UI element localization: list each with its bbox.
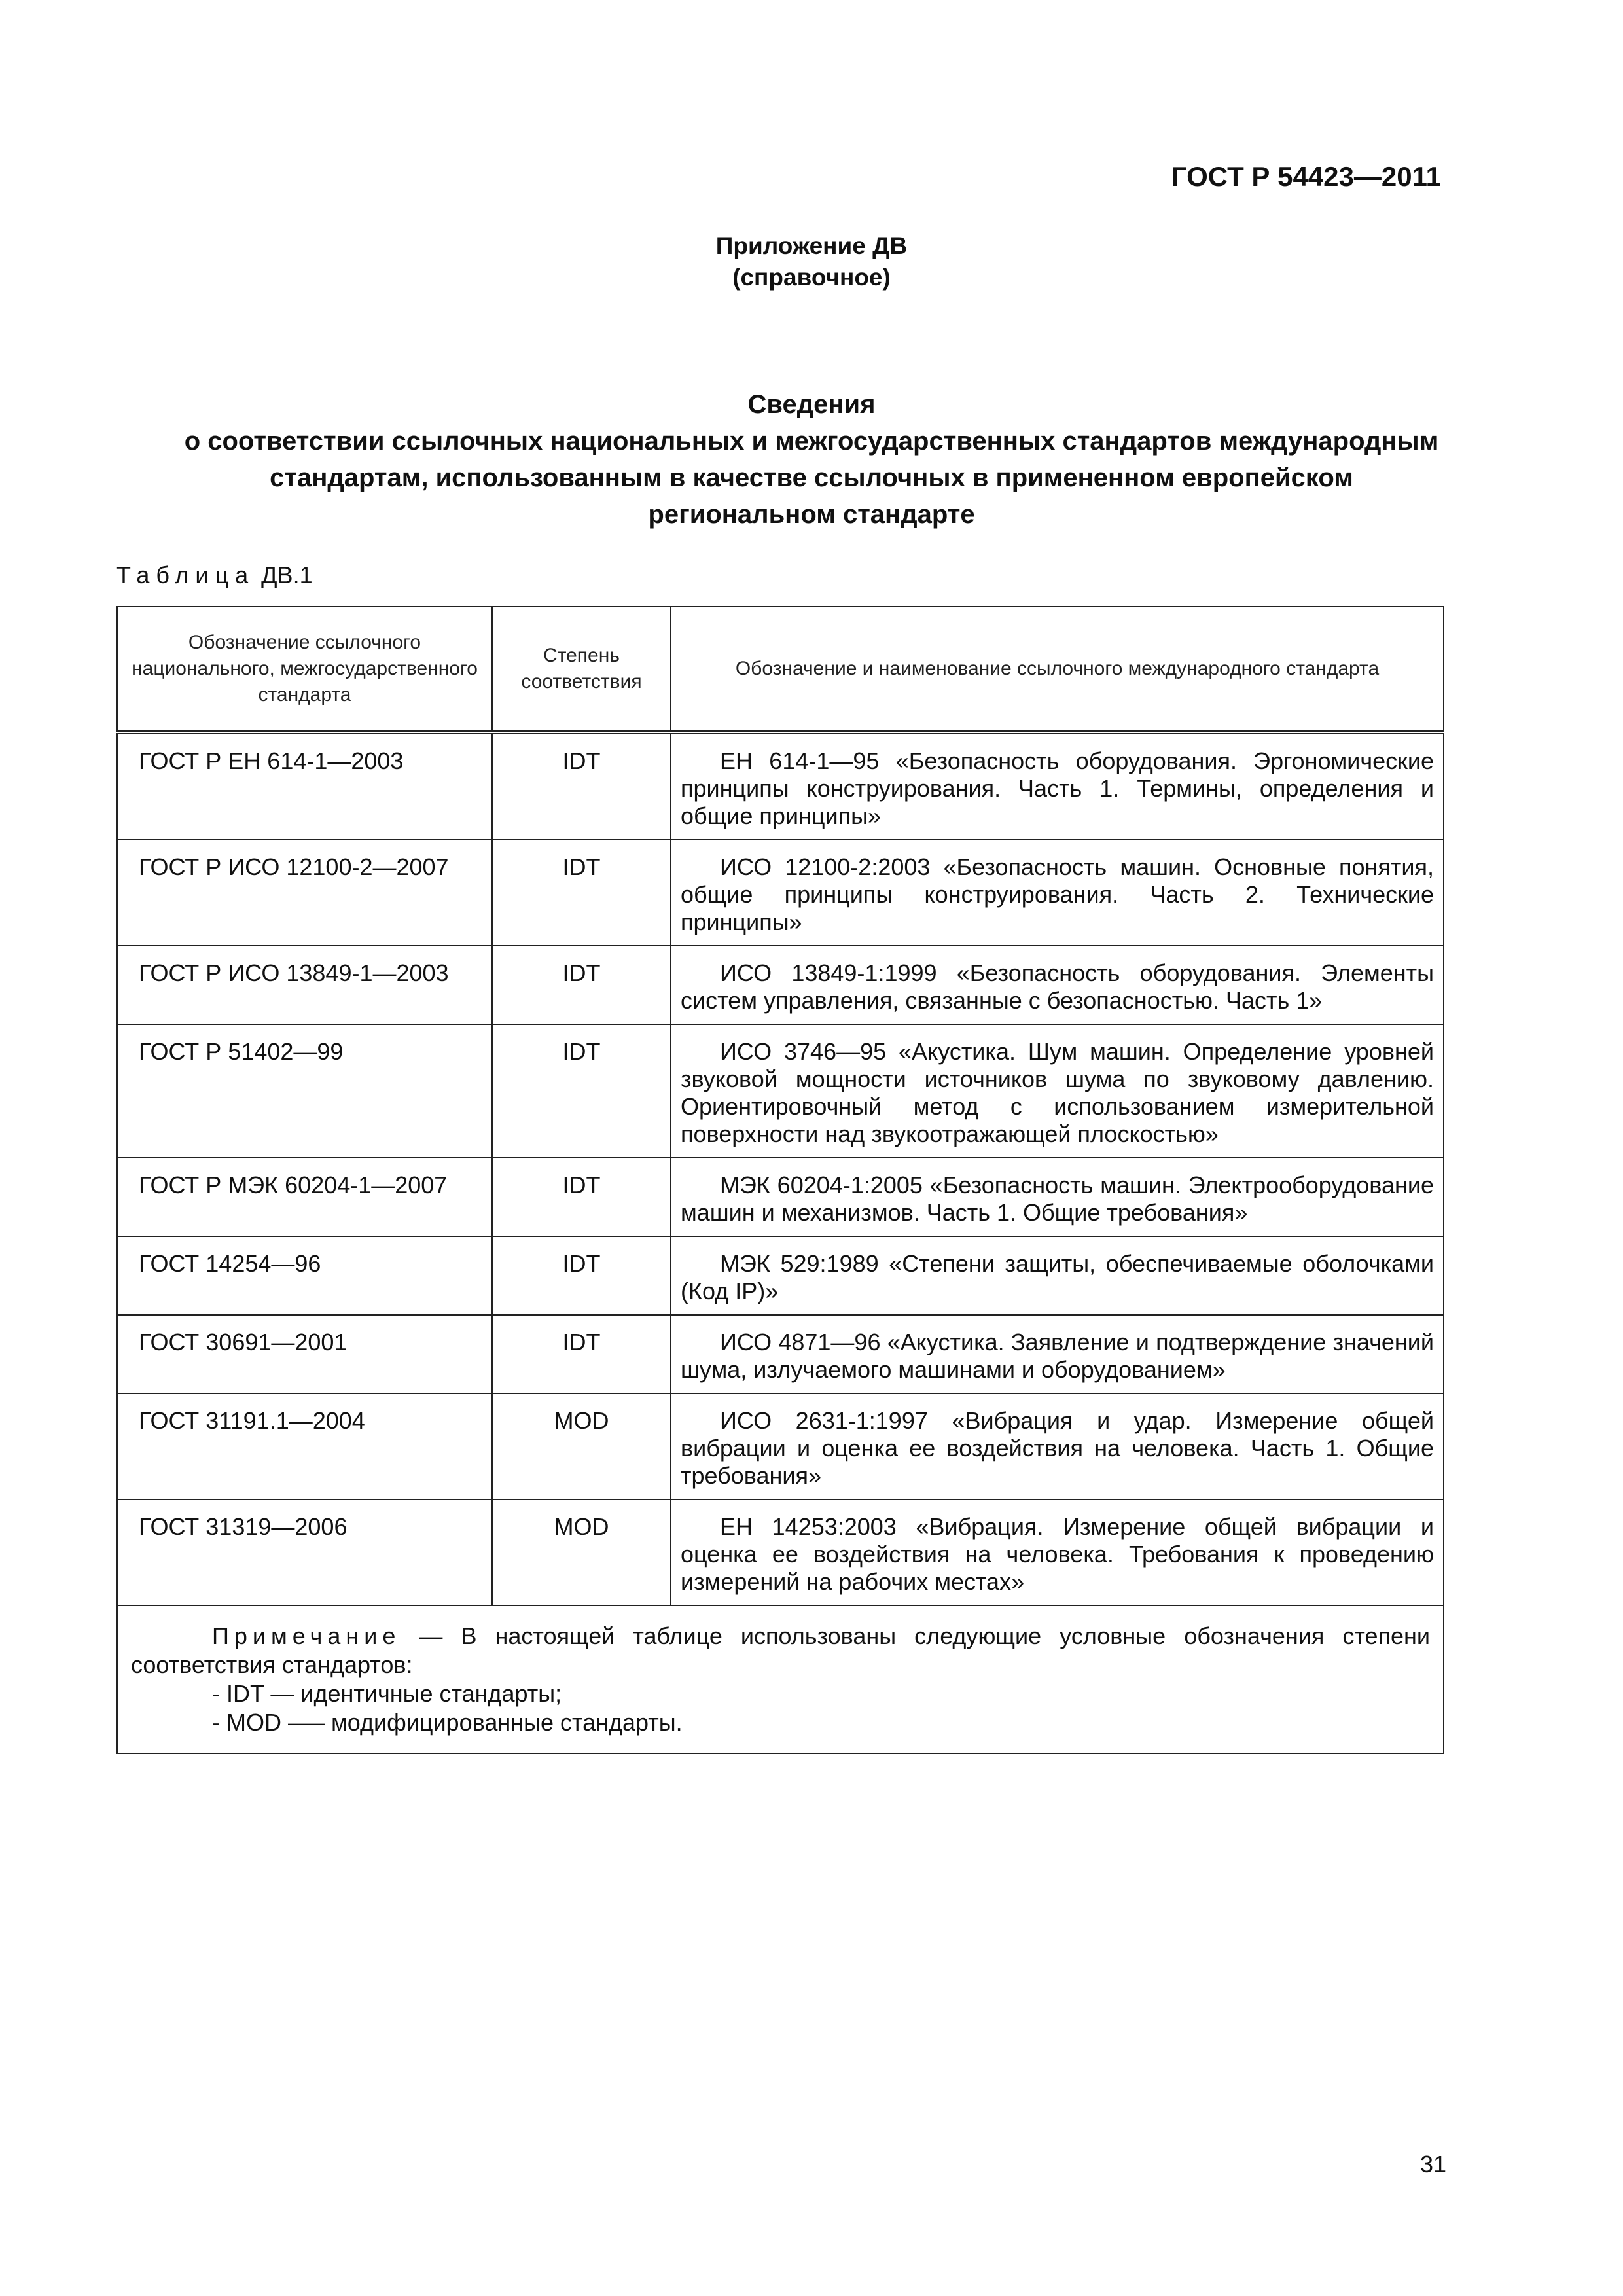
cell-degree: IDT	[492, 1236, 671, 1315]
table-body	[117, 732, 1444, 1753]
table-caption	[116, 562, 313, 589]
table-row	[117, 1024, 1444, 1158]
column-header-international-standard: Обозначение и наименование ссылочного международного стандарта	[671, 607, 1444, 732]
note-text: — В настоящей таблице использованы следующие условные обозначения степени соответствия стандартов:	[131, 1623, 1430, 1678]
cell-degree: IDT	[492, 946, 671, 1024]
cell-national-standard: ГОСТ Р 51402—99	[117, 1024, 492, 1158]
cell-degree: IDT	[492, 1024, 671, 1158]
cell-degree: IDT	[492, 840, 671, 946]
cell-degree: IDT	[492, 732, 671, 840]
table-row	[117, 1499, 1444, 1605]
annex-block	[0, 230, 1623, 293]
note-list-item: - MOD —– модифицированные стандарты.	[212, 1709, 683, 1736]
cell-national-standard: ГОСТ Р МЭК 60204-1—2007	[117, 1158, 492, 1236]
cell-international-standard: ИСО 13849-1:1999 «Безопасность оборудования. Элементы систем управления, связанные с безопасностью. Часть 1»	[671, 946, 1444, 1024]
heading-line-2: о соответствии ссылочных национальных и межгосударственных стандартов международным	[184, 427, 1439, 456]
column-header-degree: Степень соответствия	[492, 607, 671, 732]
table-row	[117, 1315, 1444, 1393]
cell-international-standard: ИСО 3746—95 «Акустика. Шум машин. Определение уровней звуковой мощности источников шума по звуковому давлению. Ориентировочный метод с использованием измерительной поверхности над звукоотражающей плоскостью»	[671, 1024, 1444, 1158]
table-row	[117, 1236, 1444, 1315]
table-row	[117, 946, 1444, 1024]
table-note	[117, 1605, 1444, 1753]
cell-international-standard: ИСО 12100-2:2003 «Безопасность машин. Основные понятия, общие принципы конструирования. Часть 2. Технические принципы»	[671, 840, 1444, 946]
cell-national-standard: ГОСТ 31319—2006	[117, 1499, 492, 1605]
cell-international-standard: МЭК 60204-1:2005 «Безопасность машин. Электрооборудование машин и механизмов. Часть 1. Общие требования»	[671, 1158, 1444, 1236]
annex-title: Приложение ДВ	[715, 232, 908, 259]
table-caption-number: ДВ.1	[261, 562, 313, 588]
table-note-row	[117, 1605, 1444, 1753]
cell-national-standard: ГОСТ Р ИСО 13849-1—2003	[117, 946, 492, 1024]
annex-type: (справочное)	[732, 264, 891, 291]
cell-national-standard: ГОСТ 14254—96	[117, 1236, 492, 1315]
cell-national-standard: ГОСТ Р ЕН 614-1—2003	[117, 732, 492, 840]
cell-international-standard: ЕН 614-1—95 «Безопасность оборудования. Эргономические принципы конструирования. Часть 1. Термины, определения и общие принципы»	[671, 732, 1444, 840]
cell-degree: IDT	[492, 1315, 671, 1393]
heading-line-1: Сведения	[747, 390, 876, 419]
cell-international-standard: ИСО 4871—96 «Акустика. Заявление и подтверждение значений шума, излучаемого машинами и оборудованием»	[671, 1315, 1444, 1393]
page-number: 31	[1419, 2151, 1446, 2178]
table-row	[117, 732, 1444, 840]
cell-degree: MOD	[492, 1393, 671, 1499]
cell-international-standard: МЭК 529:1989 «Степени защиты, обеспечиваемые оболочками (Код IP)»	[671, 1236, 1444, 1315]
cell-national-standard: ГОСТ 30691—2001	[117, 1315, 492, 1393]
correspondence-table	[116, 606, 1444, 1754]
cell-degree: IDT	[492, 1158, 671, 1236]
cell-national-standard: ГОСТ Р ИСО 12100-2—2007	[117, 840, 492, 946]
table-header-row	[117, 607, 1444, 732]
cell-international-standard: ИСО 2631-1:1997 «Вибрация и удар. Измерение общей вибрации и оценка ее воздействия на человека. Часть 1. Общие требования»	[671, 1393, 1444, 1499]
table-row	[117, 1393, 1444, 1499]
table-row	[117, 840, 1444, 946]
note-list-item: - IDT — идентичные стандарты;	[212, 1680, 562, 1707]
section-heading	[105, 386, 1518, 533]
heading-line-3: стандартам, использованным в качестве ссылочных в примененном европейском	[270, 463, 1353, 492]
cell-international-standard: ЕН 14253:2003 «Вибрация. Измерение общей вибрации и оценка ее воздействия на человека. Требования к проведению измерений на рабочих местах»	[671, 1499, 1444, 1605]
heading-line-4: региональном стандарте	[648, 500, 975, 529]
note-label: Примечание	[212, 1623, 401, 1649]
column-header-national-standard: Обозначение ссылочного национального, межгосударственного стандарта	[117, 607, 492, 732]
document-code: ГОСТ Р 54423—2011	[1171, 161, 1441, 192]
cell-degree: MOD	[492, 1499, 671, 1605]
table-row	[117, 1158, 1444, 1236]
cell-national-standard: ГОСТ 31191.1—2004	[117, 1393, 492, 1499]
table-caption-word: Таблица	[116, 562, 255, 588]
